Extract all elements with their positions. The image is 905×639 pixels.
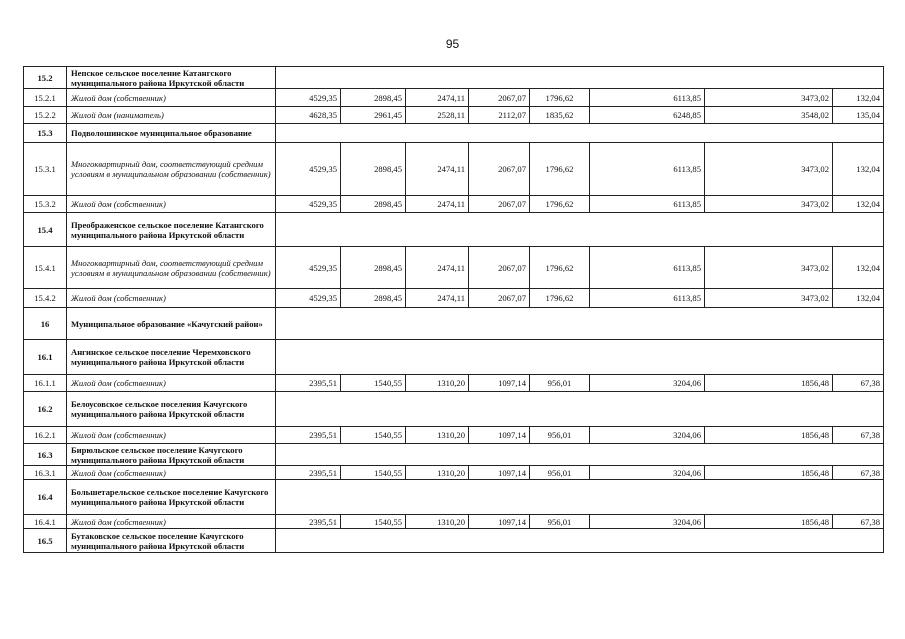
section-title: Белоусовское сельское поселения Качугского муниципального района Иркутской области	[67, 392, 276, 427]
section-title: Большетарельское сельское поселение Качугского муниципального района Иркутской области	[67, 480, 276, 515]
value-cell-6: 6113,85	[590, 247, 705, 289]
row-code: 16.5	[24, 529, 67, 553]
value-cell-8: 132,04	[833, 289, 884, 308]
value-cell-8: 132,04	[833, 89, 884, 107]
value-cell-3: 2474,11	[406, 196, 469, 213]
section-title: Бирюльское сельское поселение Качугского муниципального района Иркутской области	[67, 444, 276, 466]
value-cell-2: 2898,45	[341, 143, 406, 196]
table-row	[24, 107, 884, 124]
section-row	[24, 124, 884, 143]
tariff-table	[23, 66, 884, 553]
value-cell-3: 2474,11	[406, 289, 469, 308]
section-title: Бутаковское сельское поселение Качугского муниципального района Иркутской области	[67, 529, 276, 553]
value-cell-3: 2528,11	[406, 107, 469, 124]
value-cell-3: 2474,11	[406, 247, 469, 289]
housing-type: Жилой дом (собственник)	[67, 515, 276, 529]
value-cell-8: 67,38	[833, 427, 884, 444]
value-cell-8: 67,38	[833, 375, 884, 392]
value-cell-4: 2067,07	[469, 196, 530, 213]
section-filler	[276, 213, 884, 247]
value-cell-7: 1856,48	[705, 466, 833, 480]
value-cell-4: 2067,07	[469, 289, 530, 308]
table-row	[24, 143, 884, 196]
value-cell-6: 3204,06	[590, 466, 705, 480]
tariff-table-body	[24, 67, 884, 553]
value-cell-6: 6113,85	[590, 196, 705, 213]
value-cell-6: 6113,85	[590, 143, 705, 196]
section-title: Муниципальное образование «Качугский район»	[67, 308, 276, 340]
value-cell-1: 2395,51	[276, 466, 341, 480]
value-cell-4: 1097,14	[469, 466, 530, 480]
value-cell-2: 2898,45	[341, 89, 406, 107]
value-cell-2: 1540,55	[341, 427, 406, 444]
value-cell-2: 2961,45	[341, 107, 406, 124]
value-cell-7: 3548,02	[705, 107, 833, 124]
section-filler	[276, 444, 884, 466]
value-cell-4: 2067,07	[469, 89, 530, 107]
value-cell-2: 1540,55	[341, 466, 406, 480]
value-cell-8: 135,04	[833, 107, 884, 124]
value-cell-6: 6113,85	[590, 89, 705, 107]
section-title: Ангинское сельское поселение Черемховского муниципального района Иркутской области	[67, 340, 276, 375]
row-code: 16.1.1	[24, 375, 67, 392]
section-row	[24, 480, 884, 515]
value-cell-6: 6248,85	[590, 107, 705, 124]
section-filler	[276, 392, 884, 427]
value-cell-4: 2112,07	[469, 107, 530, 124]
table-row	[24, 466, 884, 480]
row-code: 15.4	[24, 213, 67, 247]
value-cell-7: 1856,48	[705, 515, 833, 529]
value-cell-1: 4529,35	[276, 143, 341, 196]
section-title: Непское сельское поселение Катангского муниципального района Иркутской области	[67, 67, 276, 89]
housing-type: Жилой дом (собственник)	[67, 466, 276, 480]
section-row	[24, 392, 884, 427]
row-code: 16.2.1	[24, 427, 67, 444]
value-cell-4: 1097,14	[469, 375, 530, 392]
value-cell-8: 132,04	[833, 247, 884, 289]
value-cell-1: 4529,35	[276, 289, 341, 308]
value-cell-1: 4529,35	[276, 247, 341, 289]
row-code: 16.4.1	[24, 515, 67, 529]
row-code: 15.2.1	[24, 89, 67, 107]
section-filler	[276, 67, 884, 89]
value-cell-2: 1540,55	[341, 515, 406, 529]
value-cell-8: 132,04	[833, 196, 884, 213]
row-code: 16.3	[24, 444, 67, 466]
housing-type: Многоквартирный дом, соответствующий средним условиям в муниципальном образовании (собственник)	[67, 247, 276, 289]
value-cell-5: 1796,62	[530, 89, 590, 107]
value-cell-5: 1796,62	[530, 289, 590, 308]
value-cell-3: 2474,11	[406, 89, 469, 107]
section-row	[24, 529, 884, 553]
value-cell-6: 3204,06	[590, 515, 705, 529]
value-cell-7: 3473,02	[705, 143, 833, 196]
row-code: 16.2	[24, 392, 67, 427]
value-cell-4: 2067,07	[469, 247, 530, 289]
value-cell-5: 956,01	[530, 427, 590, 444]
value-cell-2: 1540,55	[341, 375, 406, 392]
table-row	[24, 375, 884, 392]
row-code: 15.2.2	[24, 107, 67, 124]
value-cell-7: 1856,48	[705, 427, 833, 444]
value-cell-3: 1310,20	[406, 515, 469, 529]
value-cell-5: 1796,62	[530, 143, 590, 196]
value-cell-5: 1796,62	[530, 247, 590, 289]
value-cell-7: 3473,02	[705, 196, 833, 213]
value-cell-6: 6113,85	[590, 289, 705, 308]
housing-type: Жилой дом (наниматель)	[67, 107, 276, 124]
row-code: 15.2	[24, 67, 67, 89]
table-row	[24, 427, 884, 444]
value-cell-6: 3204,06	[590, 427, 705, 444]
section-filler	[276, 529, 884, 553]
section-filler	[276, 124, 884, 143]
row-code: 15.3.1	[24, 143, 67, 196]
section-title: Преображенское сельское поселение Катангского муниципального района Иркутской области	[67, 213, 276, 247]
section-title: Подволошинское муниципальное образование	[67, 124, 276, 143]
value-cell-3: 2474,11	[406, 143, 469, 196]
section-row	[24, 308, 884, 340]
section-row	[24, 213, 884, 247]
value-cell-1: 2395,51	[276, 375, 341, 392]
value-cell-2: 2898,45	[341, 289, 406, 308]
value-cell-1: 2395,51	[276, 515, 341, 529]
housing-type: Жилой дом (собственник)	[67, 289, 276, 308]
table-row	[24, 515, 884, 529]
housing-type: Жилой дом (собственник)	[67, 89, 276, 107]
value-cell-1: 4529,35	[276, 89, 341, 107]
value-cell-7: 3473,02	[705, 247, 833, 289]
value-cell-6: 3204,06	[590, 375, 705, 392]
row-code: 16.1	[24, 340, 67, 375]
table-row	[24, 196, 884, 213]
housing-type: Жилой дом (собственник)	[67, 427, 276, 444]
value-cell-4: 1097,14	[469, 427, 530, 444]
value-cell-1: 4529,35	[276, 196, 341, 213]
section-row	[24, 340, 884, 375]
table-row	[24, 289, 884, 308]
housing-type: Жилой дом (собственник)	[67, 196, 276, 213]
value-cell-5: 1796,62	[530, 196, 590, 213]
row-code: 16	[24, 308, 67, 340]
section-row	[24, 444, 884, 466]
value-cell-2: 2898,45	[341, 247, 406, 289]
section-filler	[276, 308, 884, 340]
section-filler	[276, 340, 884, 375]
value-cell-4: 1097,14	[469, 515, 530, 529]
row-code: 16.3.1	[24, 466, 67, 480]
value-cell-5: 956,01	[530, 375, 590, 392]
value-cell-8: 67,38	[833, 515, 884, 529]
value-cell-8: 132,04	[833, 143, 884, 196]
value-cell-1: 4628,35	[276, 107, 341, 124]
row-code: 15.3.2	[24, 196, 67, 213]
value-cell-5: 1835,62	[530, 107, 590, 124]
value-cell-7: 1856,48	[705, 375, 833, 392]
row-code: 15.4.1	[24, 247, 67, 289]
row-code: 15.4.2	[24, 289, 67, 308]
value-cell-7: 3473,02	[705, 89, 833, 107]
value-cell-3: 1310,20	[406, 466, 469, 480]
table-row	[24, 247, 884, 289]
value-cell-4: 2067,07	[469, 143, 530, 196]
value-cell-8: 67,38	[833, 466, 884, 480]
value-cell-3: 1310,20	[406, 375, 469, 392]
value-cell-3: 1310,20	[406, 427, 469, 444]
value-cell-2: 2898,45	[341, 196, 406, 213]
value-cell-5: 956,01	[530, 515, 590, 529]
housing-type: Жилой дом (собственник)	[67, 375, 276, 392]
section-filler	[276, 480, 884, 515]
value-cell-5: 956,01	[530, 466, 590, 480]
value-cell-7: 3473,02	[705, 289, 833, 308]
value-cell-1: 2395,51	[276, 427, 341, 444]
table-row	[24, 89, 884, 107]
section-row	[24, 67, 884, 89]
row-code: 15.3	[24, 124, 67, 143]
page-number: 95	[445, 37, 460, 51]
row-code: 16.4	[24, 480, 67, 515]
housing-type: Многоквартирный дом, соответствующий средним условиям в муниципальном образовании (собственник)	[67, 143, 276, 196]
